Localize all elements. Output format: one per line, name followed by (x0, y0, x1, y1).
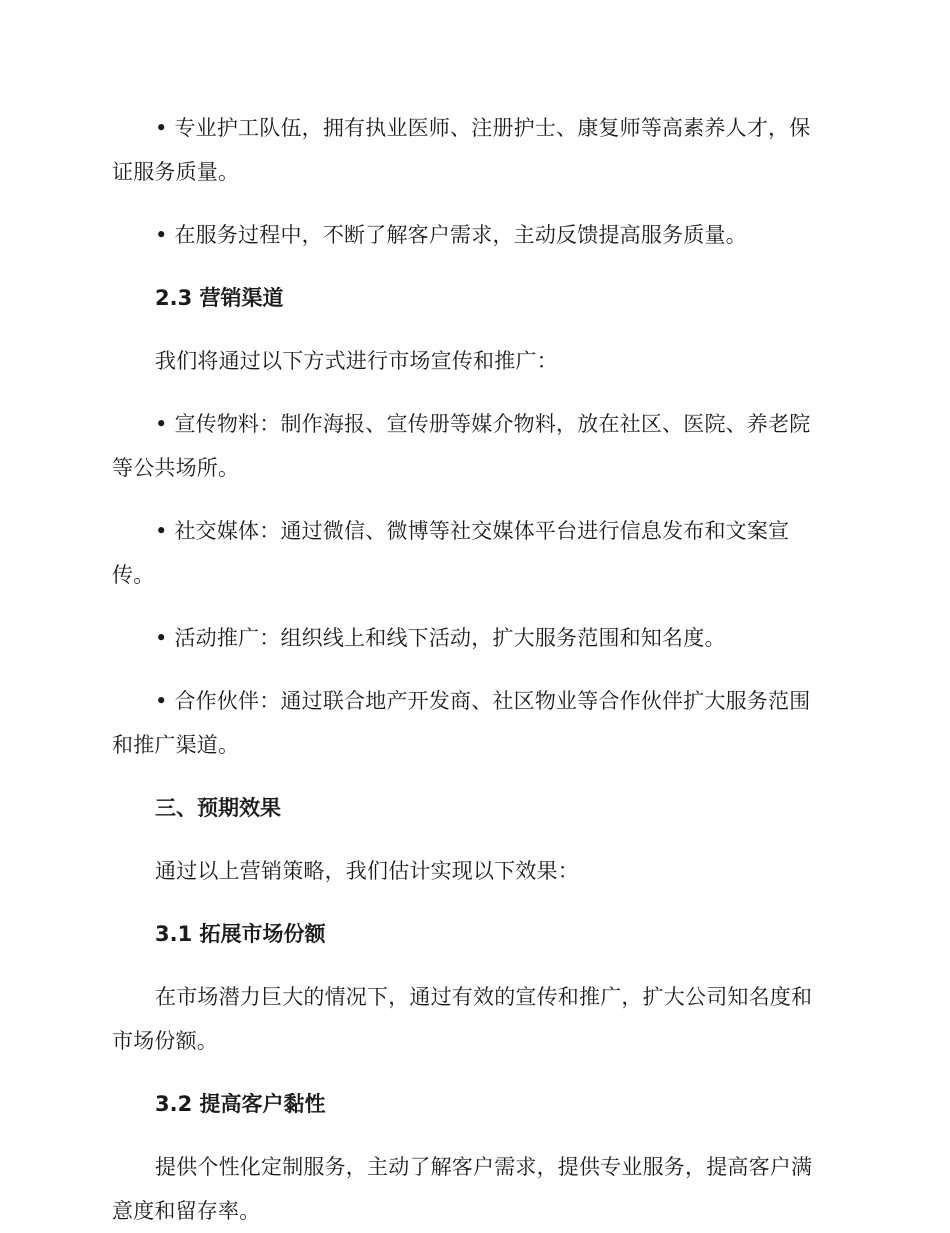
paragraph-market-share: 在市场潜力巨大的情况下，通过有效的宣传和推广，扩大公司知名度和市场份额。 (112, 985, 813, 1053)
bullet-paragraph-feedback: • 在服务过程中，不断了解客户需求，主动反馈提高服务质量。 (155, 223, 747, 247)
section-heading-marketing-channels: 2.3 营销渠道 (155, 286, 284, 310)
paragraph-results-intro: 通过以上营销策略，我们估计实现以下效果： (155, 859, 579, 883)
bullet-paragraph-partners: • 合作伙伴：通过联合地产开发商、社区物业等合作伙伴扩大服务范围和推广渠道。 (112, 689, 811, 757)
bullet-paragraph-nursing-team: • 专业护工队伍，拥有执业医师、注册护士、康复师等高素养人才，保证服务质量。 (112, 116, 811, 184)
section-heading-market-share: 3.1 拓展市场份额 (155, 922, 326, 946)
section-heading-customer-loyalty: 3.2 提高客户黏性 (155, 1092, 326, 1116)
bullet-paragraph-materials: • 宣传物料：制作海报、宣传册等媒介物料，放在社区、医院、养老院等公共场所。 (112, 412, 811, 480)
paragraph-promotion-intro: 我们将通过以下方式进行市场宣传和推广： (155, 349, 558, 373)
chapter-heading-expected-results: 三、预期效果 (155, 796, 281, 820)
paragraph-customer-loyalty: 提供个性化定制服务，主动了解客户需求，提供专业服务，提高客户满意度和留存率。 (112, 1155, 813, 1223)
bullet-paragraph-events: • 活动推广：组织线上和线下活动，扩大服务范围和知名度。 (155, 626, 726, 650)
bullet-paragraph-social-media: • 社交媒体：通过微信、微博等社交媒体平台进行信息发布和文案宣传。 (112, 519, 790, 587)
